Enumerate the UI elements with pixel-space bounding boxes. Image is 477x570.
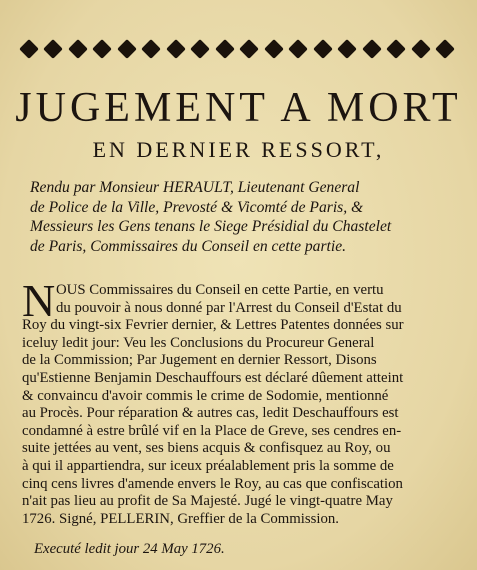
ornament-icon [313, 39, 333, 59]
rendu-line: Rendu par Monsieur HERAULT, Lieutenant General [30, 179, 360, 196]
rendu-paragraph [30, 178, 452, 256]
body-line: du pouvoir à nous donné par l'Arrest du Conseil d'Estat du [56, 299, 402, 316]
ornament-icon [215, 39, 235, 59]
ornament-icon [411, 39, 431, 59]
page-subtitle: EN DERNIER RESSORT, [92, 137, 385, 162]
ornament-icon [362, 39, 382, 59]
drop-cap: N [22, 275, 56, 326]
ornament-icon [239, 39, 259, 59]
body-line: de la Commission; Par Jugement en dernier Ressort, Disons [22, 352, 377, 369]
body-line: au Procès. Pour réparation & autres cas, ledit Deschauffours est [22, 405, 399, 422]
ornament-icon [141, 39, 161, 59]
body-line: qu'Estienne Benjamin Deschauffours est déclaré dûement atteint [22, 369, 404, 386]
body-line: cinq cens livres d'amende envers le Roy, au cas que confiscation [22, 475, 403, 492]
ornament-icon [435, 39, 455, 59]
rendu-line: Messieurs les Gens tenans le Siege Présidial du Chastelet [30, 218, 392, 235]
body-line: à qui il appartiendra, sur iceux préalablement pris la somme de [22, 457, 394, 474]
ornament-border [22, 40, 452, 58]
page-title: JUGEMENT A MORT [15, 85, 462, 131]
body-line: iceluy ledit jour: Veu les Conclusions du Procureur General [22, 334, 375, 351]
ornament-icon [264, 39, 284, 59]
judgment-text [22, 275, 462, 528]
ornament-icon [190, 39, 210, 59]
body-line: & convaincu d'avoir commis le crime de Sodomie, mentionné [22, 387, 389, 404]
ornament-icon [288, 39, 308, 59]
body-line: OUS Commissaires du Conseil en cette Partie, en vertu [56, 282, 384, 298]
rendu-line: de Police de la Ville, Prevosté & Vicomté de Paris, & [30, 198, 364, 216]
ornament-icon [166, 39, 186, 59]
ornament-icon [19, 39, 39, 59]
ornament-icon [337, 39, 357, 59]
ornament-icon [44, 39, 64, 59]
ornament-icon [93, 39, 113, 59]
ornament-icon [68, 39, 88, 59]
body-line: Roy du vingt-six Fevrier dernier, & Lettres Patentes données sur [22, 317, 404, 334]
body-line: 1726. Signé, PELLERIN, Greffier de la Commission. [22, 510, 339, 527]
ornament-icon [386, 39, 406, 59]
body-line: condamné à estre brûlé vif en la Place de Greve, ses cendres en- [22, 422, 402, 439]
body-line: suite jettées au vent, ses biens acquis & confisquez au Roy, ou [22, 440, 391, 457]
rendu-line: de Paris, Commissaires du Conseil en cette partie. [30, 237, 347, 255]
ornament-icon [117, 39, 137, 59]
body-line: n'ait pas lieu au profit de Sa Majesté. Jugé le vingt-quatre May [22, 493, 393, 510]
execution-note: Executé ledit jour 24 May 1726. [34, 541, 225, 557]
